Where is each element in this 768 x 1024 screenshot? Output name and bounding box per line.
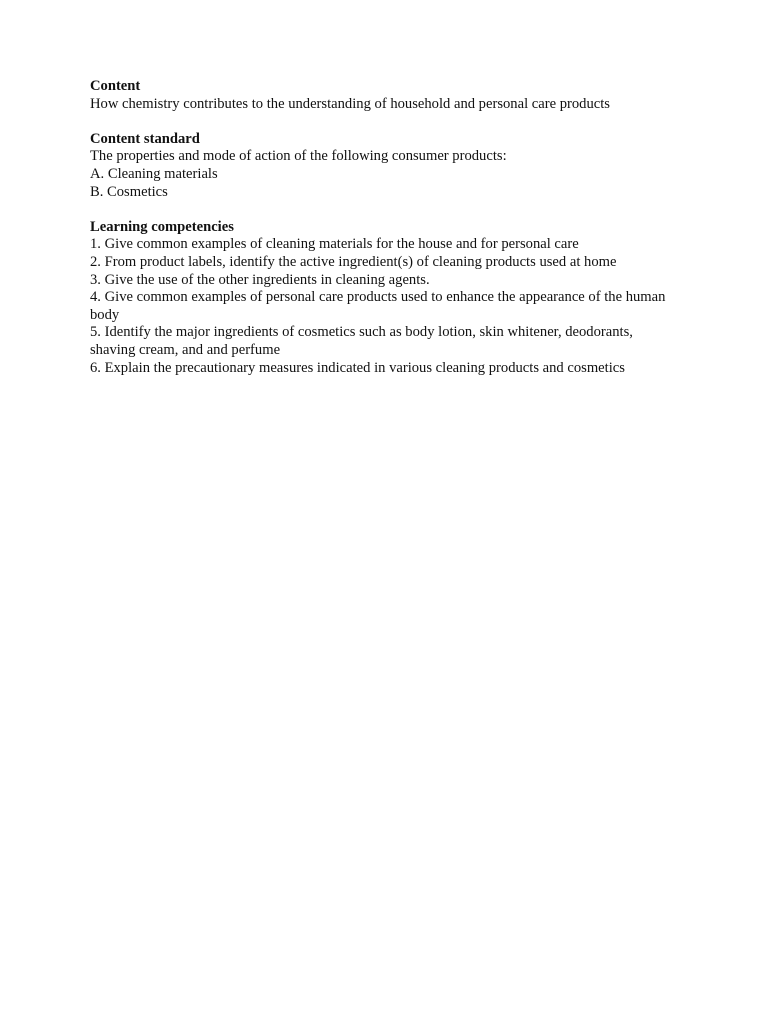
list-item: 6. Explain the precautionary measures indicated in various cleaning products and cosmetics — [90, 359, 625, 376]
learning-competencies-section — [90, 219, 680, 377]
document-body — [90, 78, 680, 395]
content-standard-heading: Content standard — [90, 130, 200, 147]
list-item: A. Cleaning materials — [90, 165, 218, 182]
list-item: 3. Give the use of the other ingredients in cleaning agents. — [90, 271, 430, 288]
list-item: 5. Identify the major ingredients of cosmetics such as body lotion, skin whitener, deodorants, shaving cream, and and perfume — [90, 324, 633, 358]
learning-competencies-list — [90, 236, 680, 377]
content-section — [90, 78, 680, 113]
content-standard-section — [90, 131, 680, 201]
content-heading: Content — [90, 78, 141, 94]
list-item: B. Cosmetics — [90, 183, 168, 200]
list-item: 2. From product labels, identify the active ingredient(s) of cleaning products used at home — [90, 253, 617, 270]
list-item: 4. Give common examples of personal care products used to enhance the appearance of the human body — [90, 289, 666, 323]
list-item: 1. Give common examples of cleaning materials for the house and for personal care — [90, 236, 579, 253]
content-standard-intro: The properties and mode of action of the following consumer products: — [90, 148, 507, 165]
learning-competencies-heading: Learning competencies — [90, 218, 234, 235]
content-standard-list — [90, 166, 680, 201]
content-text: How chemistry contributes to the understanding of household and personal care products — [90, 95, 610, 112]
